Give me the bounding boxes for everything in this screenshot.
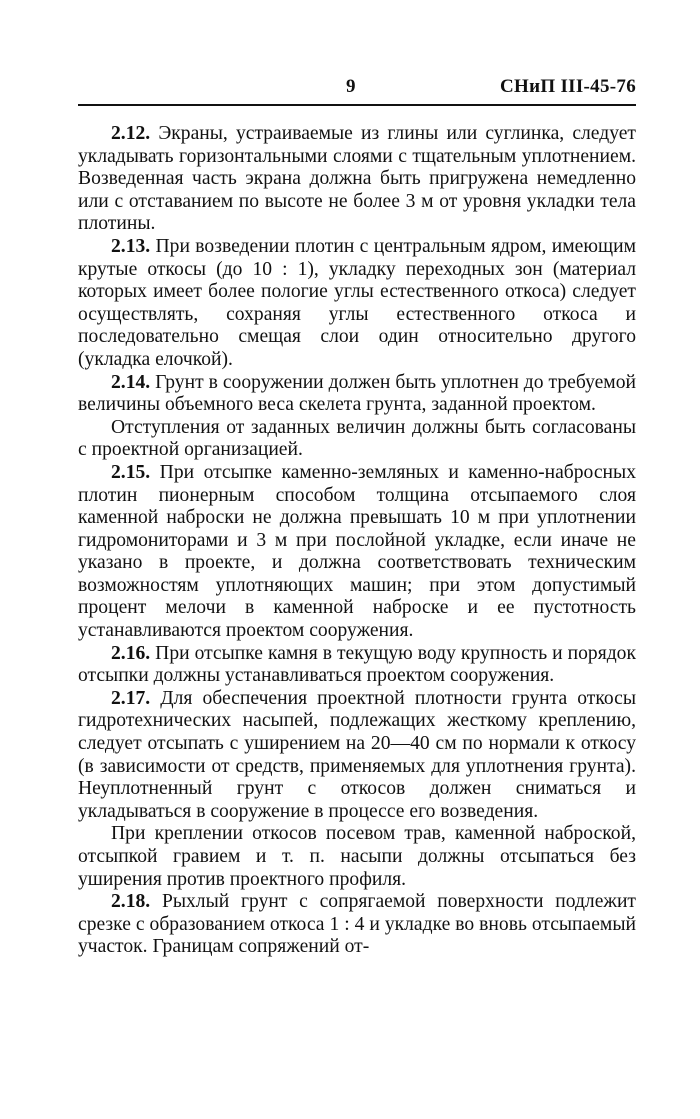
clause-number: 2.18. bbox=[111, 891, 151, 913]
paragraph-2-15 bbox=[78, 462, 636, 643]
clause-text: Отступления от заданных величин должны быть согласованы с проектной организацией. bbox=[78, 416, 636, 461]
clause-number: 2.16. bbox=[111, 642, 151, 664]
paragraph-2-17 bbox=[78, 688, 636, 824]
paragraph-2-18 bbox=[78, 891, 636, 959]
clause-text: При отсыпке каменно-земляных и каменно-набросных плотин пионерным способом толщина отсыпаемого слоя каменной наброски не должна превышать 10 м при уплотнении гидромониторами и 3 м при послойной укладке, если иначе не указано в проекте, и должна соответствовать техническим возможностям уплотняющих машин; при этом допустимый процент мелочи в каменной наброске и ее пустотность устанавливаются проектом сооружения. bbox=[78, 461, 636, 642]
document-body bbox=[78, 123, 636, 959]
clause-number: 2.13. bbox=[111, 235, 151, 257]
header-divider bbox=[78, 104, 636, 106]
clause-number: 2.14. bbox=[111, 371, 151, 393]
clause-text: Для обеспечения проектной плотности грунта откосы гидротехнических насыпей, подлежащих жесткому креплению, следует отсыпать с уширением на 20—40 см по нормали к откосу (в зависимости от средств, применяемых для уплотнения грунта). Неуплотненный грунт с откосов должен сниматься и укладываться в сооружение в процессе его возведения. bbox=[78, 687, 636, 822]
clause-number: 2.15. bbox=[111, 461, 151, 483]
clause-number: 2.17. bbox=[111, 687, 151, 709]
paragraph-2-16 bbox=[78, 643, 636, 688]
clause-text: При возведении плотин с центральным ядром, имеющим крутые откосы (до 10 : 1), укладку переходных зон (материал которых имеет более пологие углы естественного откоса) следует осуществлять, сохраняя углы естественного откоса и последовательно смещая слои один относительно другого (укладка елочкой). bbox=[78, 235, 636, 370]
paragraph-2-12 bbox=[78, 123, 636, 236]
paragraph-2-17-note bbox=[78, 823, 636, 891]
clause-text: Экраны, устраиваемые из глины или суглинка, следует укладывать горизонтальными слоями с тщательным уплотнением. Возведенная часть экрана должна быть пригружена немедленно или с отставанием по высоте не более 3 м от уровня укладки тела плотины. bbox=[78, 123, 636, 235]
clause-text: При отсыпке камня в текущую воду крупность и порядок отсыпки должны устанавливаться проектом сооружения. bbox=[78, 642, 636, 687]
paragraph-2-14-note bbox=[78, 417, 636, 462]
paragraph-2-14 bbox=[78, 372, 636, 417]
paragraph-2-13 bbox=[78, 236, 636, 372]
clause-text: При креплении откосов посевом трав, каменной наброской, отсыпкой гравием и т. п. насыпи должны отсыпаться без уширения против проектного профиля. bbox=[78, 823, 636, 890]
page-header bbox=[78, 76, 636, 102]
document-code: СНиП III-45-76 bbox=[499, 76, 636, 97]
clause-number: 2.12. bbox=[111, 123, 151, 144]
clause-text: Рыхлый грунт с сопрягаемой поверхности подлежит срезке с образованием откоса 1 : 4 и укладке во вновь отсыпаемый участок. Границам сопряжений от- bbox=[78, 891, 636, 958]
page-number: 9 bbox=[346, 76, 356, 97]
clause-text: Грунт в сооружении должен быть уплотнен до требуемой величины объемного веса скелета грунта, заданной проектом. bbox=[78, 371, 636, 416]
